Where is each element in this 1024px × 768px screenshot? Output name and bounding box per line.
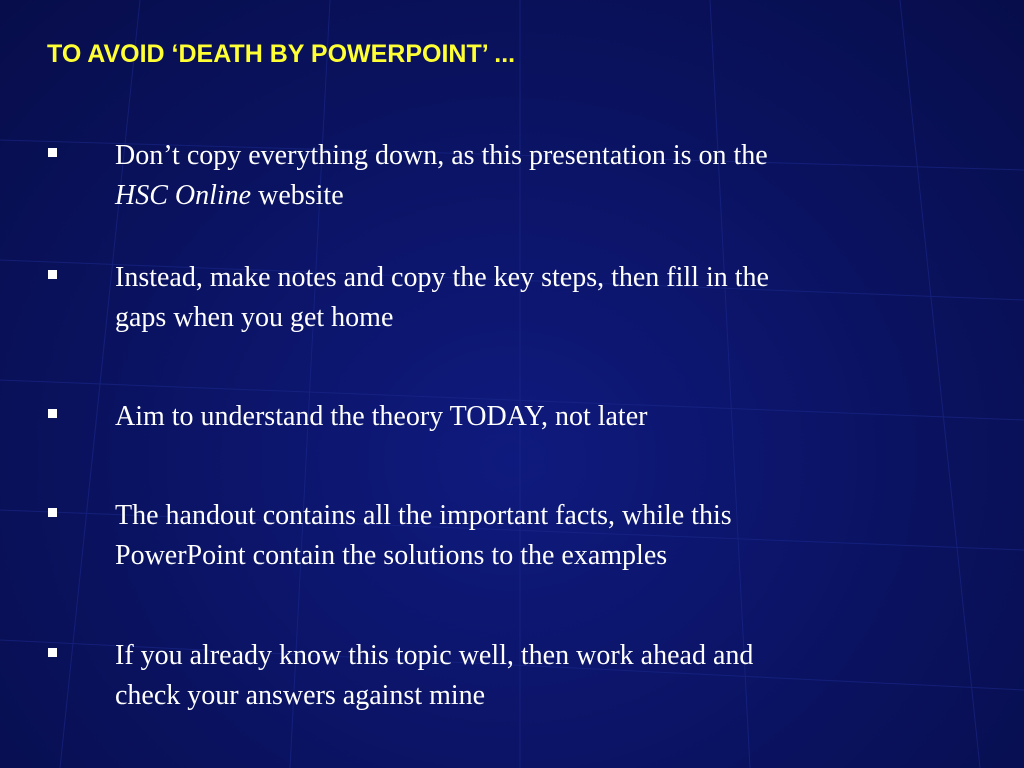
bullet-line: Instead, make notes and copy the key steps, then fill in the (115, 262, 769, 293)
bullet-line: If you already know this topic well, then work ahead and (115, 640, 754, 671)
square-bullet-icon (48, 148, 57, 157)
slide-title: TO AVOID ‘DEATH BY POWERPOINT’ ... (47, 40, 516, 68)
italic-site-name: HSC Online (115, 180, 252, 211)
bullet-line: website (251, 180, 344, 211)
bullet-text (115, 258, 945, 338)
bullet-text (115, 397, 945, 437)
square-bullet-icon (48, 409, 57, 418)
bullet-line: Don’t copy everything down, as this presentation is on the (115, 140, 768, 171)
square-bullet-icon (48, 508, 57, 517)
bullet-line: check your answers against mine (115, 680, 486, 711)
bullet-line: The handout contains all the important facts, while this (115, 500, 732, 531)
bullet-text (115, 136, 945, 216)
bullet-line: Aim to understand the theory TODAY, not later (115, 401, 648, 432)
bullet-text (115, 636, 945, 716)
square-bullet-icon (48, 648, 57, 657)
bullet-line: PowerPoint contain the solutions to the examples (115, 540, 668, 571)
bullet-text (115, 496, 945, 576)
square-bullet-icon (48, 270, 57, 279)
bullet-line: gaps when you get home (115, 302, 394, 333)
